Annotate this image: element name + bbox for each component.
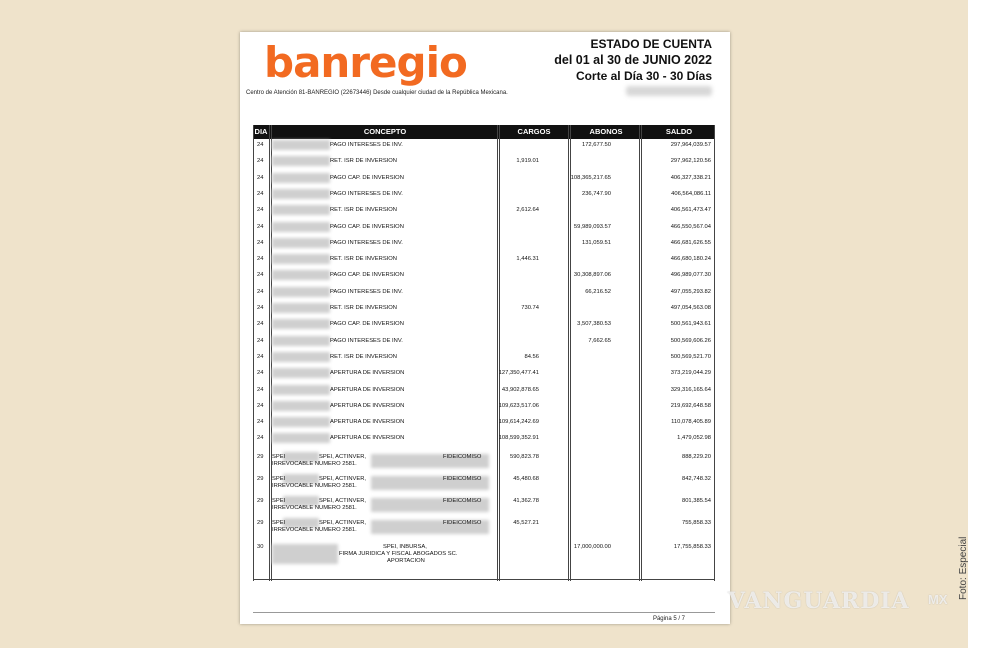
photo-credit: Foto: Especial	[958, 536, 969, 600]
header-cargos: CARGOS	[517, 127, 551, 136]
table-row	[253, 520, 715, 538]
statement-page	[240, 32, 730, 624]
row-concepto-a: SPEI	[272, 453, 286, 460]
row-cargo: 45,480.68	[513, 475, 539, 482]
title-line: del 01 al 30 de JUNIO 2022	[554, 53, 712, 67]
table-row	[253, 305, 715, 315]
row-concepto: APERTURA DE INVERSION	[330, 370, 405, 377]
row-dia: 29	[257, 453, 264, 460]
table-row	[253, 476, 715, 494]
row-dia: 29	[257, 497, 264, 504]
row-saldo: 466,680,180.24	[670, 256, 711, 263]
vanguardia-watermark: VANGUARDIA	[728, 588, 910, 614]
redacted-reference	[272, 140, 330, 150]
row-dia: 24	[257, 337, 264, 344]
row-concepto: APERTURA DE INVERSION	[330, 386, 405, 393]
redacted-account	[626, 86, 712, 96]
row-concepto-c: FIDEICOMISO	[443, 519, 482, 526]
row-cargo: 2,612.64	[516, 207, 539, 214]
row-concepto-c: FIDEICOMISO	[443, 453, 482, 460]
row-concepto: PAGO CAP. DE INVERSION	[330, 321, 404, 328]
redacted-reference	[272, 417, 330, 427]
row-abono: 30,308,897.06	[573, 272, 611, 279]
row-concepto: RET. ISR DE INVERSION	[330, 256, 397, 263]
row-dia: 24	[257, 402, 264, 409]
row-saldo: 297,964,039.57	[670, 142, 711, 148]
redacted-reference	[272, 401, 330, 411]
row-dia: 24	[257, 435, 264, 442]
row-concepto-d: IRREVOCABLE NUMERO 2581.	[272, 504, 357, 511]
row-concepto: PAGO INTERESES DE INV.	[330, 190, 403, 197]
table-row	[253, 289, 715, 299]
row-concepto: PAGO INTERESES DE INV.	[330, 288, 403, 295]
row-saldo: 406,561,473.47	[670, 207, 711, 214]
row-dia: 29	[257, 519, 264, 526]
row-concepto-a: SPEI	[272, 475, 286, 482]
table-row	[253, 321, 715, 331]
row-cargo: 84.56	[524, 353, 539, 360]
row-saldo: 466,681,626.55	[670, 239, 711, 246]
watermark-suffix: MX	[928, 592, 948, 607]
redacted-reference	[272, 222, 330, 232]
row-dia: 24	[257, 142, 264, 148]
page-number: Página 5 / 7	[652, 616, 685, 622]
row-saldo: 406,564,086.11	[671, 190, 711, 197]
table-row	[253, 175, 715, 185]
row-saldo: 801,385.54	[681, 497, 711, 504]
row-dia: 24	[257, 174, 264, 181]
row-saldo: 219,692,648.58	[670, 402, 711, 409]
title-line: ESTADO DE CUENTA	[590, 37, 712, 51]
table-row	[253, 207, 715, 217]
redacted-reference	[272, 385, 330, 395]
row-saldo: 373,219,044.29	[670, 370, 711, 377]
row-saldo: 497,055,293.82	[670, 288, 711, 295]
table-row	[253, 435, 715, 445]
row-dia: 24	[257, 239, 264, 246]
row-concepto: APERTURA DE INVERSION	[330, 435, 405, 442]
header-abonos: ABONOS	[589, 127, 623, 136]
header-concepto: CONCEPTO	[363, 127, 407, 136]
redacted-reference	[272, 433, 330, 443]
right-margin-strip	[968, 0, 985, 648]
table-row	[253, 224, 715, 234]
row-saldo: 1,479,052.98	[677, 435, 711, 442]
table-bottom-border	[253, 579, 715, 580]
row-concepto: PAGO INTERESES DE INV.	[330, 239, 403, 246]
row-dia: 24	[257, 353, 264, 360]
header-dia: DIA	[254, 127, 268, 136]
banregio-logo: banregio	[264, 38, 467, 87]
redacted-reference	[272, 173, 330, 183]
row-concepto-b: SPEI, ACTINVER,	[319, 519, 367, 526]
table-row	[253, 240, 715, 250]
title-line: Corte al Día 30 - 30 Días	[575, 69, 712, 83]
redacted-reference	[272, 303, 330, 313]
table-row	[253, 419, 715, 429]
transactions-table	[253, 125, 715, 581]
header-saldo: SALDO	[665, 127, 693, 136]
row-concepto-a: SPEI	[272, 497, 286, 504]
row-saldo: 329,316,165.64	[670, 386, 711, 393]
row-cargo: 590,823.78	[509, 453, 539, 460]
row-abono: 131,059.51	[581, 239, 611, 246]
row-concepto-b: SPEI, ACTINVER,	[319, 497, 367, 504]
footer-divider	[253, 612, 715, 613]
row-concepto: PAGO CAP. DE INVERSION	[330, 223, 404, 230]
row-dia: 24	[257, 288, 264, 295]
row-saldo: 755,858.33	[681, 519, 711, 526]
row-saldo: 888,229.20	[681, 453, 711, 460]
table-row	[253, 387, 715, 397]
redacted-reference	[272, 352, 330, 362]
row-concepto: RET. ISR DE INVERSION	[330, 207, 397, 214]
statement-title	[554, 36, 712, 84]
row-cargo: 730.74	[521, 305, 539, 311]
row-cargo: 41,362.78	[513, 497, 539, 504]
table-row	[253, 498, 715, 516]
row-dia: 29	[257, 475, 264, 482]
row-abono: 17,000,000.00	[573, 543, 611, 550]
table-row	[253, 272, 715, 282]
redacted-reference	[272, 254, 330, 264]
table-row	[253, 354, 715, 364]
row-dia: 24	[257, 419, 264, 426]
redacted-reference	[272, 156, 330, 166]
redacted-reference	[272, 238, 330, 248]
row-cargo: 109,623,517.06	[498, 402, 539, 409]
row-concepto-d: IRREVOCABLE NUMERO 2581.	[272, 526, 357, 533]
row-saldo: 17,755,858.33	[673, 543, 711, 550]
row-concepto-b: SPEI, ACTINVER,	[319, 453, 367, 460]
row-concepto-l2: FIRMA JURIDICA Y FISCAL ABOGADOS SC.	[339, 550, 458, 557]
row-dia: 24	[257, 223, 264, 230]
redacted-reference	[272, 205, 330, 215]
row-concepto-l1: SPEI, INBURSA,	[383, 543, 427, 550]
row-abono: 59,989,093.57	[573, 223, 611, 230]
row-saldo: 500,561,943.61	[670, 321, 711, 328]
redacted-reference	[272, 544, 338, 564]
row-dia: 24	[257, 370, 264, 377]
row-concepto: PAGO INTERESES DE INV.	[330, 337, 403, 344]
row-cargo: 127,350,477.41	[498, 370, 539, 377]
row-saldo: 110,078,405.89	[671, 419, 711, 426]
row-concepto: APERTURA DE INVERSION	[330, 402, 405, 409]
row-cargo: 109,614,242.69	[498, 419, 539, 426]
table-header	[253, 125, 715, 139]
row-concepto-d: IRREVOCABLE NUMERO 2581.	[272, 482, 357, 489]
row-dia: 24	[257, 190, 264, 197]
row-cargo: 43,902,878.65	[501, 386, 539, 393]
row-saldo: 842,748.32	[681, 475, 711, 482]
row-dia: 24	[257, 305, 264, 311]
row-dia: 24	[257, 207, 264, 214]
table-row	[253, 338, 715, 348]
table-row	[253, 454, 715, 472]
row-cargo: 45,527.21	[513, 519, 539, 526]
table-row	[253, 191, 715, 201]
row-dia: 24	[257, 256, 264, 263]
row-concepto-b: SPEI, ACTINVER,	[319, 475, 367, 482]
row-saldo: 406,327,338.21	[670, 174, 711, 181]
row-concepto: PAGO CAP. DE INVERSION	[330, 174, 404, 181]
row-concepto: RET. ISR DE INVERSION	[330, 305, 397, 311]
row-concepto-c: FIDEICOMISO	[443, 497, 482, 504]
redacted-reference	[272, 368, 330, 378]
table-row	[253, 370, 715, 380]
row-concepto: RET. ISR DE INVERSION	[330, 353, 397, 360]
row-dia: 24	[257, 272, 264, 279]
row-dia: 24	[257, 321, 264, 328]
redacted-reference	[272, 287, 330, 297]
row-abono: 66,216.52	[585, 288, 611, 295]
row-saldo: 496,989,077.30	[670, 272, 711, 279]
redacted-reference	[272, 189, 330, 199]
row-concepto: RET. ISR DE INVERSION	[330, 158, 397, 165]
row-abono: 7,662.65	[588, 337, 611, 344]
row-cargo: 1,446.31	[516, 256, 539, 263]
contact-center-info: Centro de Atención 81-BANREGIO (22673446) Desde cualquier ciudad de la República Mexicana.	[246, 90, 508, 96]
table-row	[253, 544, 715, 568]
row-saldo: 497,054,563.08	[670, 305, 711, 311]
row-cargo: 1,919.01	[516, 158, 539, 165]
row-saldo: 466,550,567.04	[670, 223, 711, 230]
row-dia: 30	[257, 543, 264, 550]
row-dia: 24	[257, 386, 264, 393]
row-abono: 172,677.50	[581, 142, 611, 148]
row-abono: 3,507,380.53	[577, 321, 611, 328]
row-saldo: 500,569,521.70	[670, 353, 711, 360]
redacted-reference	[272, 270, 330, 280]
row-concepto-c: FIDEICOMISO	[443, 475, 482, 482]
row-concepto-a: SPEI	[272, 519, 286, 526]
row-concepto-l3: APORTACION	[387, 557, 425, 564]
row-saldo: 297,962,120.56	[670, 158, 711, 165]
row-dia: 24	[257, 158, 264, 165]
table-row	[253, 256, 715, 266]
table-row	[253, 142, 715, 152]
row-cargo: 108,599,352.91	[498, 435, 539, 442]
redacted-reference	[272, 319, 330, 329]
row-saldo: 500,569,606.26	[670, 337, 711, 344]
row-concepto-d: IRREVOCABLE NUMERO 2581.	[272, 460, 357, 467]
redacted-reference	[272, 336, 330, 346]
row-concepto: PAGO CAP. DE INVERSION	[330, 272, 404, 279]
row-abono: 108,365,217.65	[570, 174, 611, 181]
row-concepto: APERTURA DE INVERSION	[330, 419, 405, 426]
row-concepto: PAGO INTERESES DE INV.	[330, 142, 403, 148]
row-abono: 236,747.90	[581, 190, 611, 197]
table-row	[253, 403, 715, 413]
table-row	[253, 158, 715, 168]
